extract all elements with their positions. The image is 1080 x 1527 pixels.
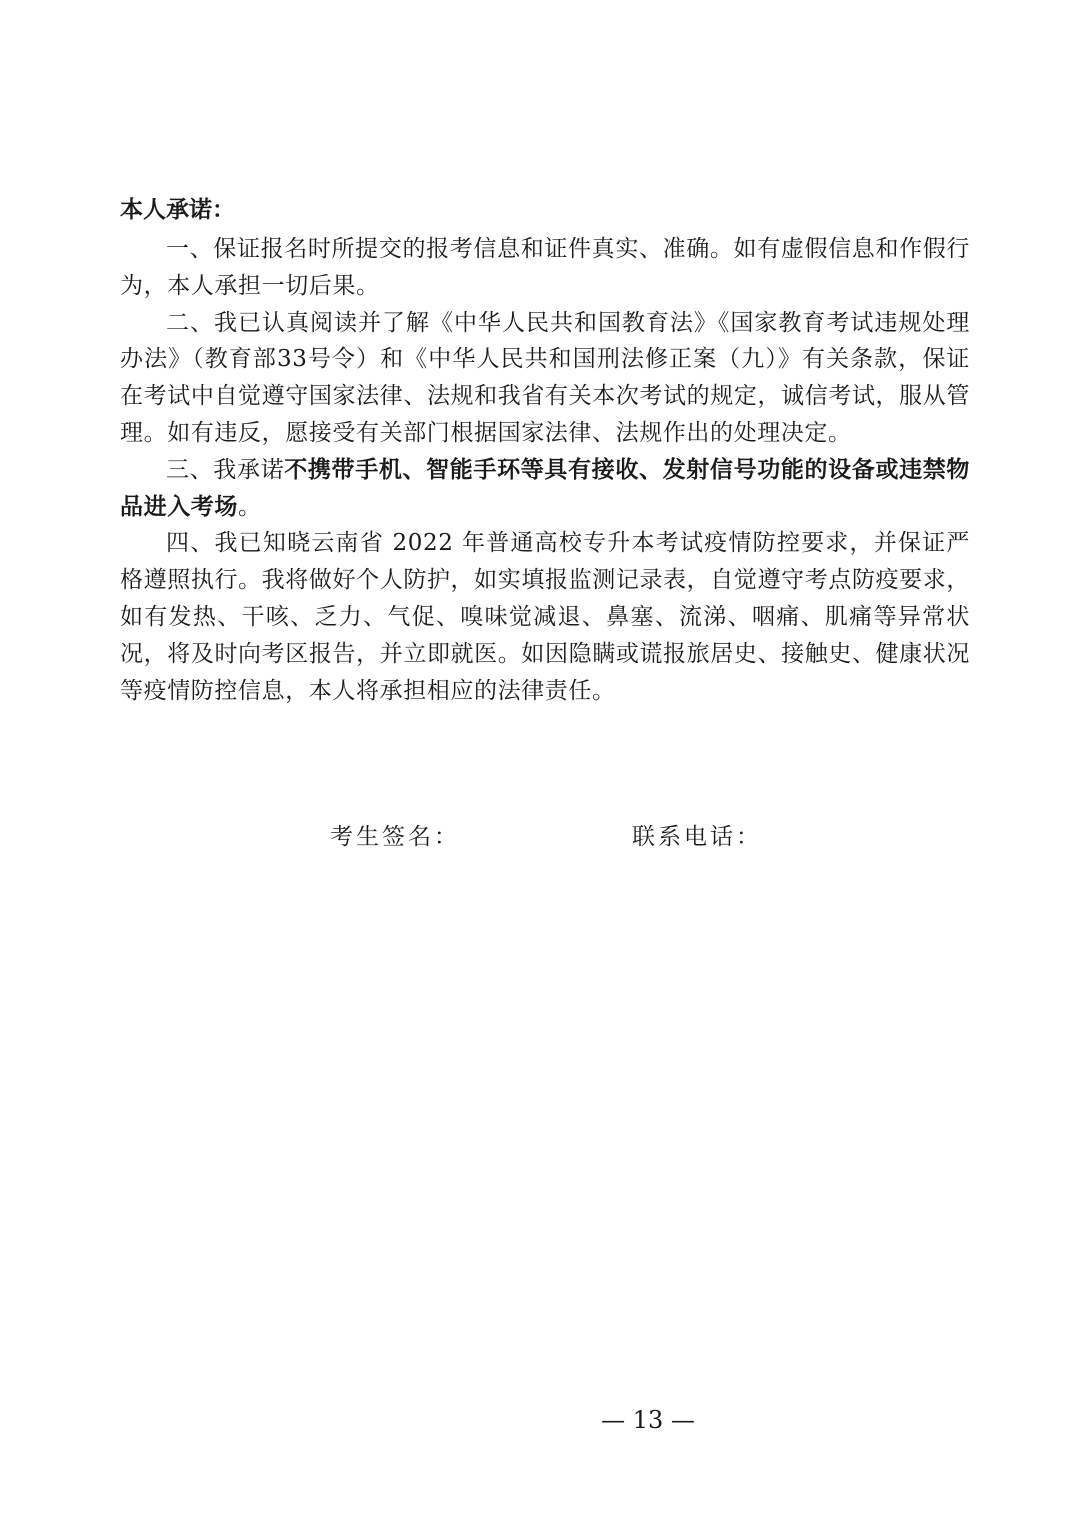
pledge-item-3 <box>120 452 970 526</box>
pledge-item-4: 四、我已知晓云南省 2022 年普通高校专升本考试疫情防控要求，并保证严格遵照执行。我将做好个人防护，如实填报监测记录表，自觉遵守考点防疫要求，如有发热、干咳、乏力、气促、嗅味觉减退、鼻塞、流涕、咽痛、肌痛等异常状况，将及时向考区报告，并立即就医。如因隐瞒或谎报旅居史、接触史、健康状况等疫情防控信息，本人将承担相应的法律责任。 <box>120 530 970 704</box>
pledge-item-3-bold: 不携带手机、智能手环等具有接收、发射信号功能的设备或违禁物品进入考场 <box>120 456 971 520</box>
page-number: — 13 — <box>601 1406 695 1434</box>
pledge-item-2: 二、我已认真阅读并了解《中华人民共和国教育法》《国家教育考试违规处理办法》（教育部33号令）和《中华人民共和国刑法修正案（九）》有关条款，保证在考试中自觉遵守国家法律、法规和我省有关本次考试的规定，诚信考试，服从管理。如有违反，愿接受有关部门根据国家法律、法规作出的处理决定。 <box>120 309 970 446</box>
pledge-item-3-prefix: 三、我承诺 <box>166 456 285 483</box>
pledge-item-1: 一、保证报名时所提交的报考信息和证件真实、准确。如有虚假信息和作假行为，本人承担一切后果。 <box>120 236 970 299</box>
pledge-item-3-suffix: 。 <box>238 493 262 520</box>
phone-label: 联系电话： <box>632 824 762 850</box>
signature-label: 考生签名： <box>330 824 460 850</box>
pledge-body <box>120 190 970 709</box>
pledge-heading: 本人承诺： <box>120 197 235 223</box>
